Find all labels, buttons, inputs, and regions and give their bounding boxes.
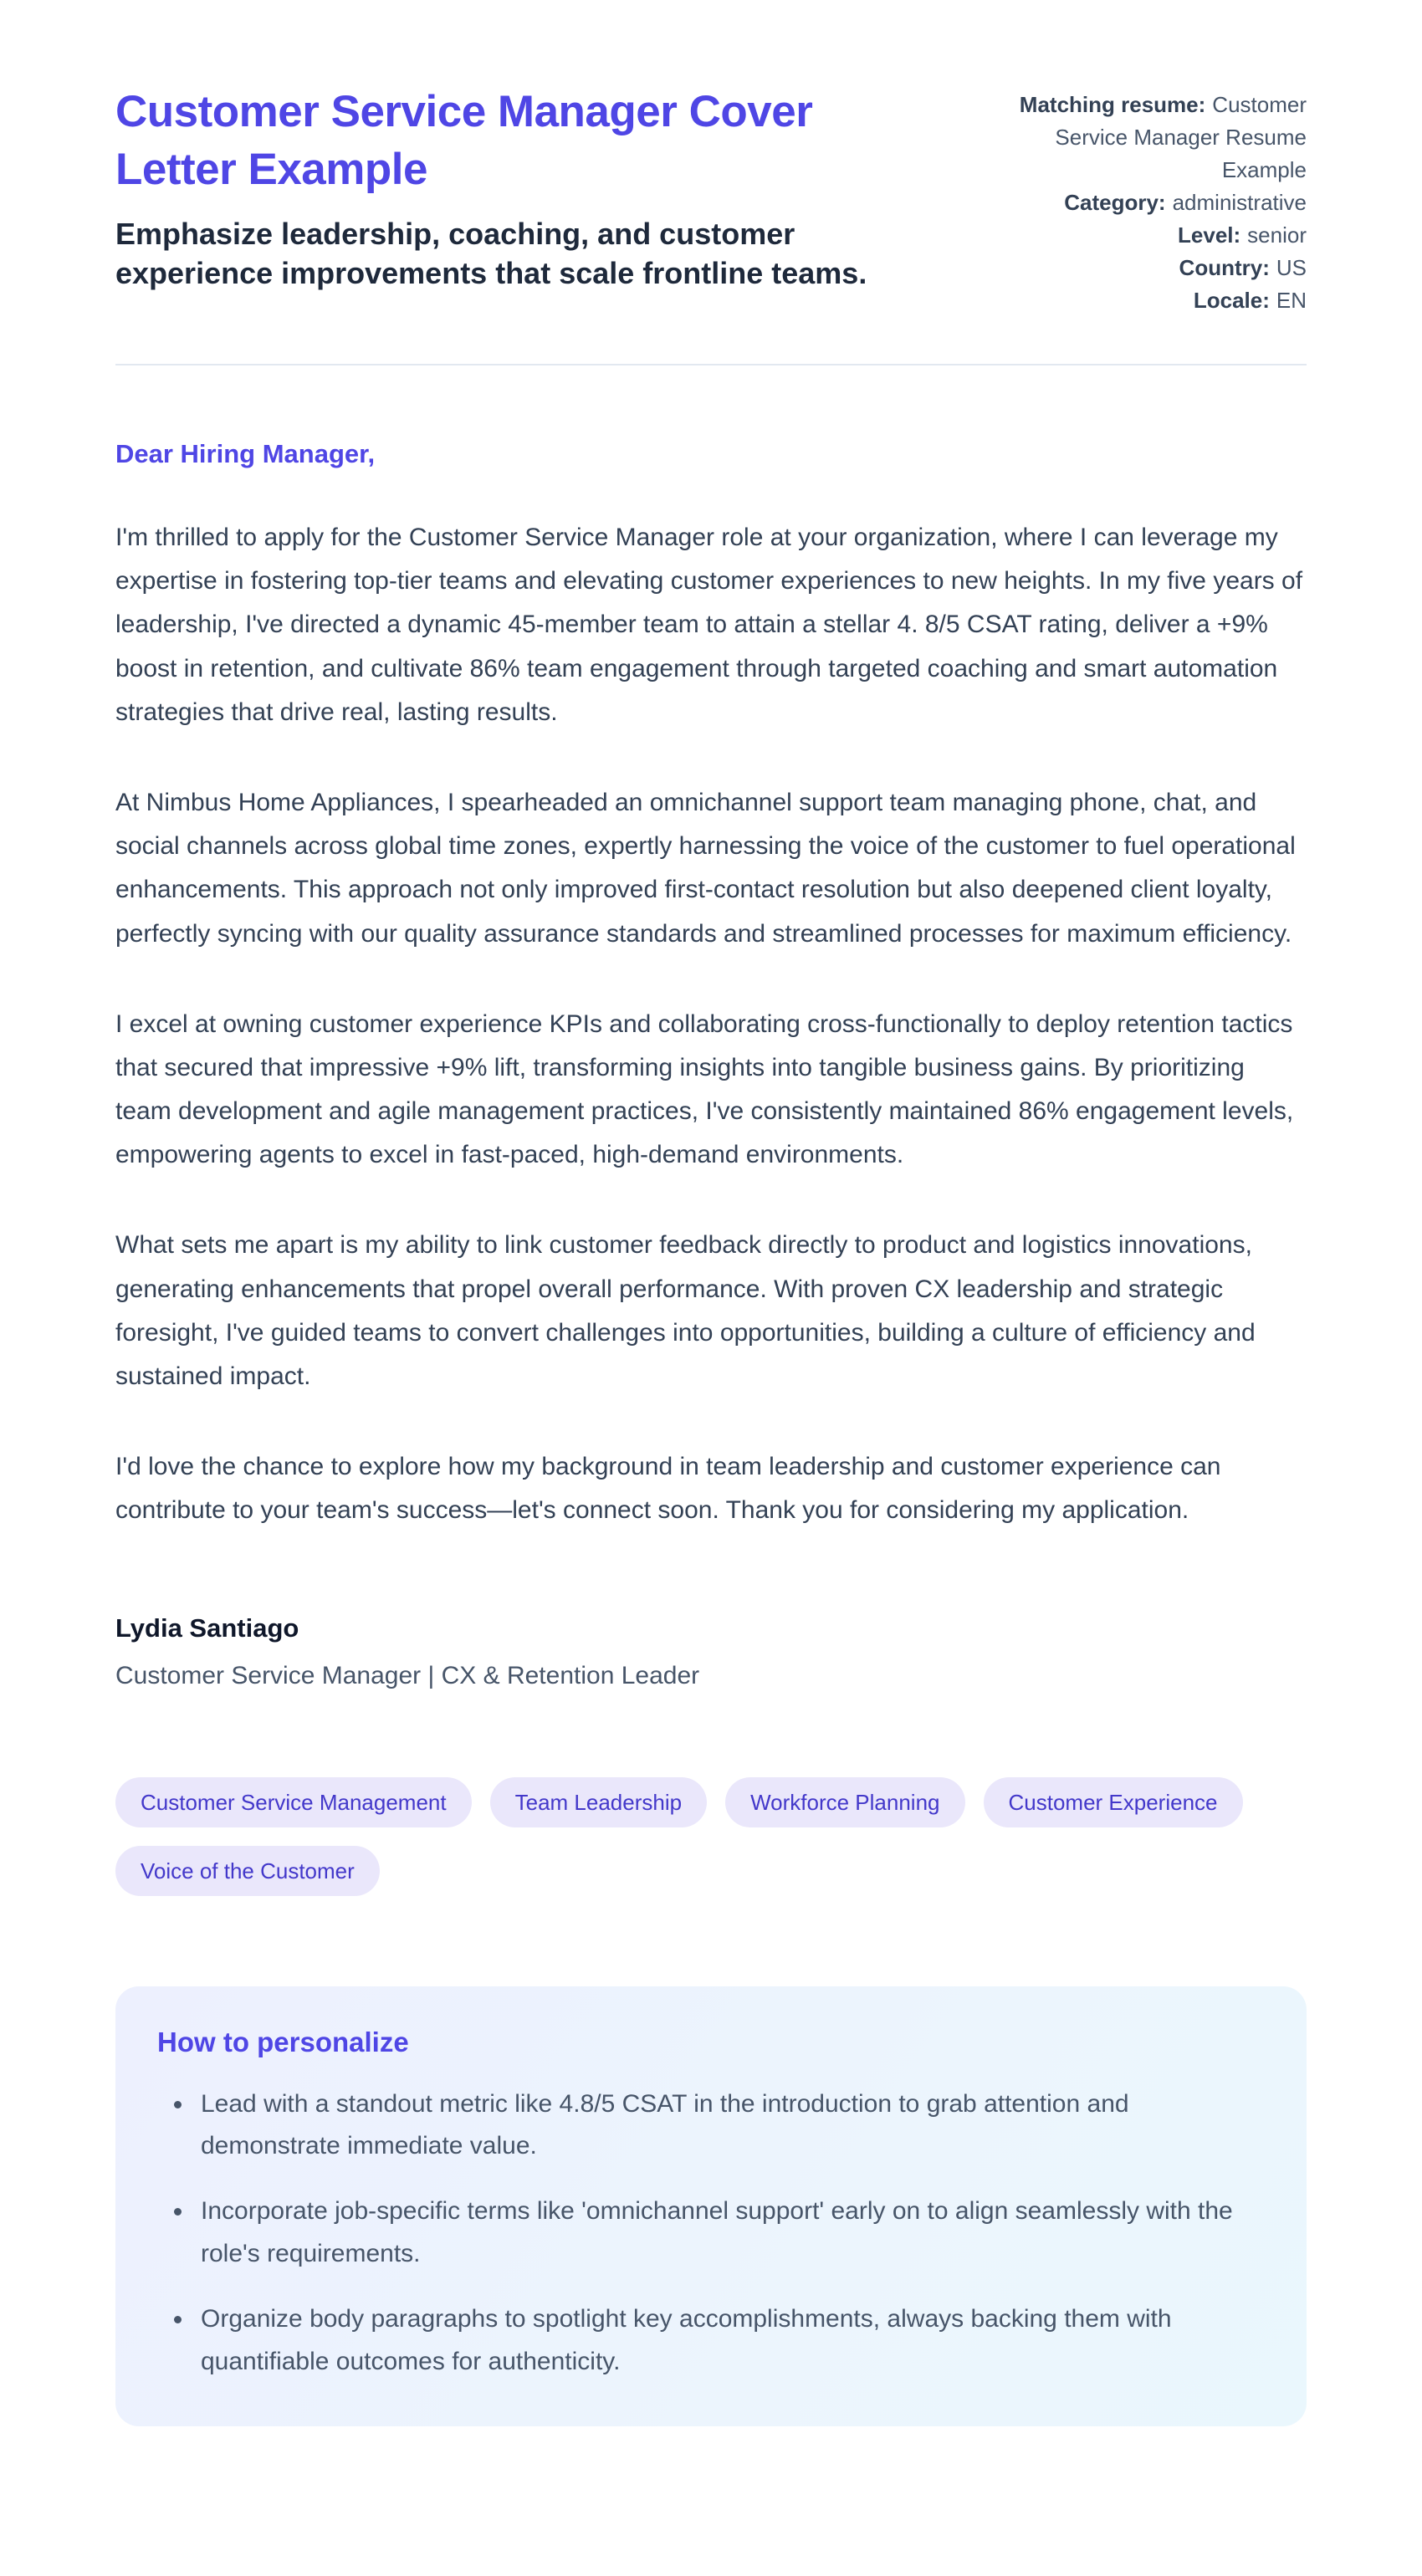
meta-value: senior [1247,222,1307,248]
page-subtitle: Emphasize leadership, coaching, and customer experience improvements that scale frontline teams. [115,216,867,291]
skill-tag: Team Leadership [490,1777,707,1827]
meta-label: Level: [1178,222,1241,248]
personalize-tips-list [157,2083,1265,2383]
letter-paragraph: I'd love the chance to explore how my background in team leadership and customer experience can contribute to your team's success—let's connect soon. Thank you for considering my application. [115,1453,1221,1525]
meta-value: EN [1276,288,1307,313]
meta-row-level [980,219,1307,252]
skill-tags [115,1777,1307,1896]
letter-salutation: Dear Hiring Manager, [115,439,376,468]
signature-title: Customer Service Manager | CX & Retention Leader [115,1661,700,1689]
signature-name: Lydia Santiago [115,1613,299,1643]
meta-row-matching-resume [980,89,1307,187]
meta-value: administrative [1172,190,1307,215]
skill-tag: Customer Service Management [115,1777,472,1827]
header-divider [115,364,1307,365]
resume-meta-panel [980,84,1307,317]
meta-row-category [980,187,1307,219]
letter-paragraph: What sets me apart is my ability to link customer feedback directly to product and logistics innovations, generating enhancements that propel overall performance. With proven CX leadership and strategic foresight, I've guided teams to convert challenges into opportunities, building a culture of efficiency and sustained impact. [115,1231,1256,1390]
meta-label: Country: [1179,255,1270,280]
personalize-tip: • Incorporate job-specific terms like 'omnichannel support' early on to align seamlessly with the role's requirements. [194,2190,1265,2275]
personalize-box [115,1986,1307,2426]
header-title-block [115,84,918,294]
meta-label: Locale: [1193,288,1270,313]
letter-paragraph: I'm thrilled to apply for the Customer Service Manager role at your organization, where I can leverage my expertise in fostering top-tier teams and elevating customer experiences to new heights. In my five years of leadership, I've directed a dynamic 45-member team to attain a stellar 4. 8/5 CSAT rating, deliver a +9% boost in retention, and cultivate 86% team engagement through targeted coaching and smart automation strategies that drive real, lasting results. [115,524,1303,726]
meta-label: Category: [1064,190,1166,215]
personalize-tip: • Lead with a standout metric like 4.8/5 CSAT in the introduction to grab attention and demonstrate immediate value. [194,2083,1265,2168]
letter-paragraph: I excel at owning customer experience KPIs and collaborating cross-functionally to deploy retention tactics that secured that impressive +9% lift, transforming insights into tangible business gains. By prioritizing team development and agile management practices, I've consistently maintained 86% engagement levels, empowering agents to excel in fast-paced, high-demand environments. [115,1009,1294,1169]
skill-tag: Workforce Planning [725,1777,964,1827]
personalize-title: How to personalize [157,2026,409,2057]
cover-letter-page [115,0,1307,2476]
meta-row-locale [980,284,1307,317]
page-header [115,84,1307,317]
letter-paragraph: At Nimbus Home Appliances, I spearheaded an omnichannel support team managing phone, chat, and social channels across global time zones, expertly harnessing the voice of the customer to fuel operational enhancements. This approach not only improved first-contact resolution but also deepened client loyalty, perfectly syncing with our quality assurance standards and streamlined processes for maximum efficiency. [115,788,1296,948]
skill-tag: Voice of the Customer [115,1846,380,1896]
meta-value: US [1276,255,1307,280]
personalize-tip: • Organize body paragraphs to spotlight key accomplishments, always backing them with quantifiable outcomes for authenticity. [194,2298,1265,2383]
meta-row-country [980,252,1307,284]
page-title: Customer Service Manager Cover Letter Example [115,87,813,194]
meta-label: Matching resume: [1019,92,1206,117]
skill-tag: Customer Experience [984,1777,1243,1827]
cover-letter-body [115,439,1307,1690]
meta-value: Customer Service Manager Resume Example [1055,92,1307,182]
